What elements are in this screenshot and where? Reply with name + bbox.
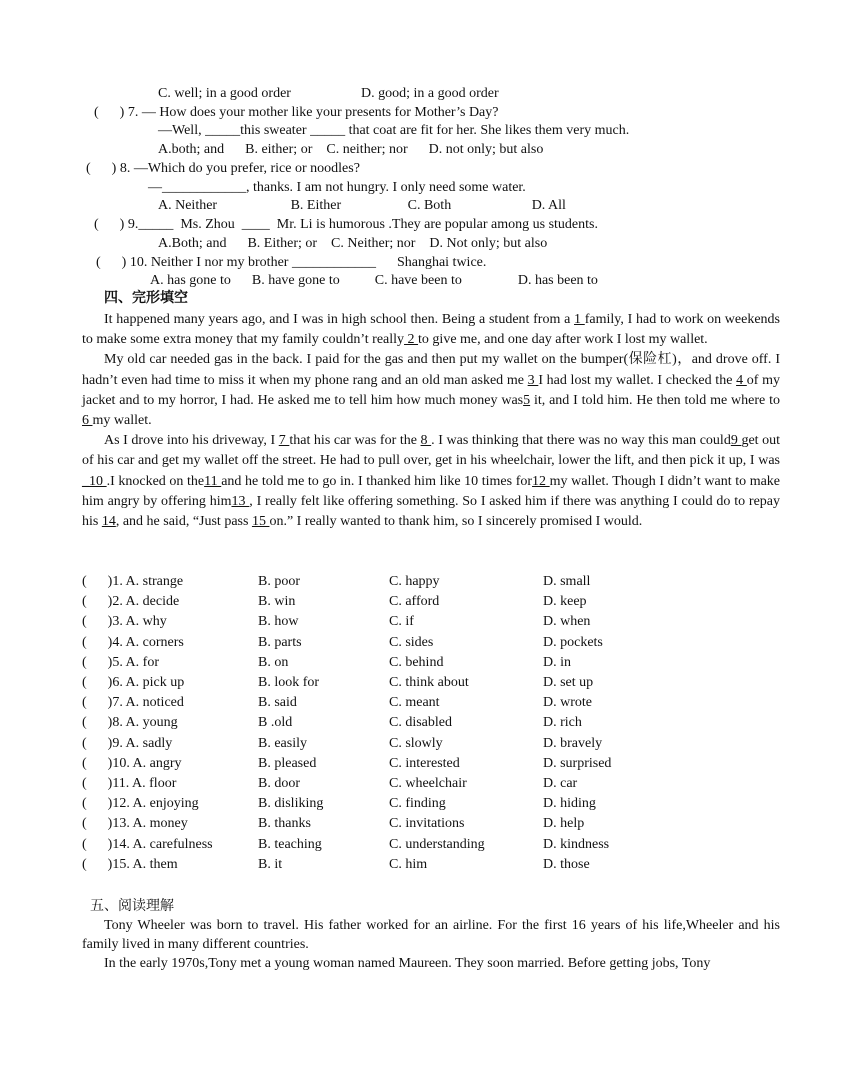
option-c: C. sides: [389, 634, 434, 650]
passage-text: my wallet.: [92, 413, 152, 429]
option-d: D. hiding: [543, 796, 596, 812]
option-c: C. wheelchair: [389, 776, 467, 791]
reading-passage: [82, 916, 780, 973]
option-a: ( )2. A. decide: [82, 594, 180, 610]
option-c: C. meant: [389, 695, 440, 711]
option-a: ( )9. A. sadly: [82, 735, 173, 751]
section-4-heading: 四、完形填空: [104, 291, 188, 306]
option-row: [82, 633, 782, 653]
cloze-blank: 6: [82, 413, 93, 429]
option-c: C. finding: [389, 796, 446, 812]
option-d: D. pockets: [543, 634, 603, 650]
option-d: D. small: [543, 574, 591, 589]
mc-line: A.both; and B. either; or C. neither; nor D. not only; but also: [158, 142, 544, 157]
option-d: D. kindness: [543, 836, 610, 852]
option-c: C. disabled: [389, 715, 452, 731]
option-a: ( )12. A. enjoying: [82, 796, 199, 812]
option-b: B. it: [258, 856, 283, 872]
cloze-blank: 7: [278, 433, 290, 449]
option-b: B. win: [258, 594, 296, 610]
option-a: ( )4. A. corners: [82, 634, 184, 650]
option-row: [82, 814, 782, 834]
passage-text: get out of his car and get my wallet off the street. He had to pull over, get in his wheelchair, lower the lift, and then pick it up, I was: [82, 433, 781, 469]
option-row: [82, 754, 782, 774]
option-c: C. if: [389, 614, 414, 630]
mc-line: A.Both; and B. Either; or C. Neither; nor D. Not only; but also: [158, 236, 548, 251]
option-d: D. rich: [543, 715, 582, 731]
option-row: [82, 835, 782, 855]
passage-text: It happened many years ago, and I was in high school then. Being a student from a: [104, 312, 575, 327]
option-b: B. thanks: [258, 816, 311, 832]
option-row: [82, 673, 782, 693]
passage-text: .I knocked on the: [106, 473, 205, 489]
option-row: [82, 612, 782, 632]
option-d: D. car: [543, 776, 578, 791]
option-a: ( )15. A. them: [82, 856, 178, 872]
cloze-blank: _10: [82, 473, 107, 489]
mc-line: ( ) 7. — How does your mother like your presents for Mother’s Day?: [94, 105, 499, 120]
option-c: C. afford: [389, 594, 440, 610]
option-row: [82, 774, 782, 794]
cloze-blank: 14: [101, 514, 116, 530]
option-row: [82, 592, 782, 612]
cloze-blank: 11: [204, 473, 222, 489]
passage-text: of my jacket and to my horror, I had. He asked me to tell him how much money was: [82, 372, 781, 408]
option-a: ( )11. A. floor: [82, 776, 177, 791]
section-5-heading: 五、阅读理解: [90, 899, 174, 914]
option-c: C. behind: [389, 654, 444, 670]
option-a: ( )1. A. strange: [82, 574, 184, 589]
option-row: [82, 734, 782, 754]
mc-line: —____________, thanks. I am not hungry. I only need some water.: [148, 180, 526, 195]
reading-paragraph-2: In the early 1970s,Tony met a young woman named Maureen. They soon married. Before getting jobs, Tony: [104, 956, 711, 971]
option-b: B. said: [258, 695, 297, 711]
passage-text: and he told me to go in. I thanked him like 10 times for: [221, 473, 533, 489]
reading-paragraph-1: Tony Wheeler was born to travel. His father worked for an airline. For the first 16 years of his life,Wheeler and his family lived in many different countries.: [82, 918, 780, 952]
option-b: B. on: [258, 654, 289, 670]
option-b: B. parts: [258, 634, 302, 650]
option-d: D. when: [543, 614, 591, 630]
option-b: B. poor: [258, 574, 300, 589]
cloze-paragraph-1: [82, 310, 780, 350]
option-row: [82, 794, 782, 814]
option-c: C. think about: [389, 675, 469, 690]
passage-text: , I really felt like offering something. So I asked him if there was anything I could do to repay his: [82, 493, 781, 530]
passage-text: on.” I really wanted to thank him, so I sincerely promised I would.: [269, 514, 643, 530]
option-d: D. surprised: [543, 755, 612, 771]
option-row: [82, 572, 782, 592]
passage-text: . I was thinking that there was no way this man could: [431, 433, 731, 449]
option-d: D. wrote: [543, 695, 592, 711]
option-a: ( )3. A. why: [82, 614, 167, 630]
option-a: ( )10. A. angry: [82, 755, 182, 771]
option-b: B. how: [258, 614, 299, 630]
option-b: B. teaching: [258, 836, 322, 852]
option-b: B. pleased: [258, 755, 317, 771]
mc-line: ( ) 9._____ Ms. Zhou ____ Mr. Li is humorous .They are popular among us students.: [94, 217, 598, 232]
option-a: ( )6. A. pick up: [82, 675, 185, 690]
option-d: D. set up: [543, 675, 594, 690]
passage-text: that his car was for the: [289, 433, 421, 449]
cloze-blank: 15: [251, 514, 270, 530]
option-a: ( )14. A. carefulness: [82, 836, 213, 852]
cloze-paragraph-3: [82, 431, 780, 532]
option-b: B. easily: [258, 735, 307, 751]
option-c: C. happy: [389, 574, 440, 589]
option-row: [82, 653, 782, 673]
cloze-blank: 5: [523, 392, 531, 408]
option-d: D. bravely: [543, 735, 603, 751]
cloze-blank: 2: [404, 332, 419, 348]
option-a: ( )7. A. noticed: [82, 695, 184, 711]
cloze-blank: 12: [532, 473, 550, 489]
option-row: [82, 855, 782, 875]
option-c: C. him: [389, 856, 428, 872]
option-a: ( )5. A. for: [82, 654, 159, 670]
option-b: B. door: [258, 776, 300, 791]
mc-line: ( ) 8. —Which do you prefer, rice or noodles?: [86, 161, 360, 176]
passage-text: to give me, and one day after work I lost my wallet.: [418, 332, 708, 348]
option-c: C. slowly: [389, 735, 443, 751]
option-c: C. invitations: [389, 816, 465, 832]
passage-text: My old car needed gas in the back. I paid for the gas and then put my wallet on the bumper(保险杠)，and drove off. I hadn’t even had time to miss it when my phone rang and an old man asked me: [82, 352, 780, 388]
cloze-passage: [82, 310, 780, 532]
mc-line: ( ) 10. Neither I nor my brother ____________ Shanghai twice.: [96, 255, 487, 270]
option-c: C. interested: [389, 755, 460, 771]
mc-line: C. well; in a good order D. good; in a good order: [158, 86, 499, 101]
passage-text: it, and I told him. He then told me where to: [530, 392, 780, 408]
passage-text: family, I had to work on weekends to make some extra money that my family couldn’t really: [82, 312, 781, 348]
mc-line: A. Neither B. Either C. Both D. All: [158, 198, 566, 213]
option-a: ( )13. A. money: [82, 816, 188, 832]
cloze-blank: 4: [736, 372, 747, 388]
option-row: [82, 713, 782, 733]
cloze-blank: 3: [527, 372, 539, 388]
option-b: B. disliking: [258, 796, 324, 812]
passage-text: , and he said, “Just pass: [115, 514, 252, 530]
option-b: B .old: [258, 715, 293, 731]
mc-line: A. has gone to B. have gone to C. have been to D. has been to: [150, 273, 598, 288]
cloze-blank: 9: [730, 433, 742, 449]
cloze-blank: 1: [574, 312, 585, 327]
option-b: B. look for: [258, 675, 320, 690]
option-a: ( )8. A. young: [82, 715, 178, 731]
option-d: D. help: [543, 816, 585, 832]
mc-line: —Well, _____this sweater _____ that coat are fit for her. She likes them very much.: [158, 123, 630, 138]
option-d: D. in: [543, 654, 571, 670]
cloze-blank: 13: [231, 493, 250, 509]
option-row: [82, 693, 782, 713]
cloze-blank: 8: [420, 433, 432, 449]
cloze-paragraph-2: [82, 350, 780, 431]
passage-text: I had lost my wallet. I checked the: [538, 372, 737, 388]
passage-text: As I drove into his driveway, I: [104, 433, 279, 449]
option-d: D. those: [543, 856, 590, 872]
option-d: D. keep: [543, 594, 587, 610]
option-c: C. understanding: [389, 836, 485, 852]
passage-text: my wallet. Though I didn’t want to make him angry by offering him: [82, 473, 781, 509]
